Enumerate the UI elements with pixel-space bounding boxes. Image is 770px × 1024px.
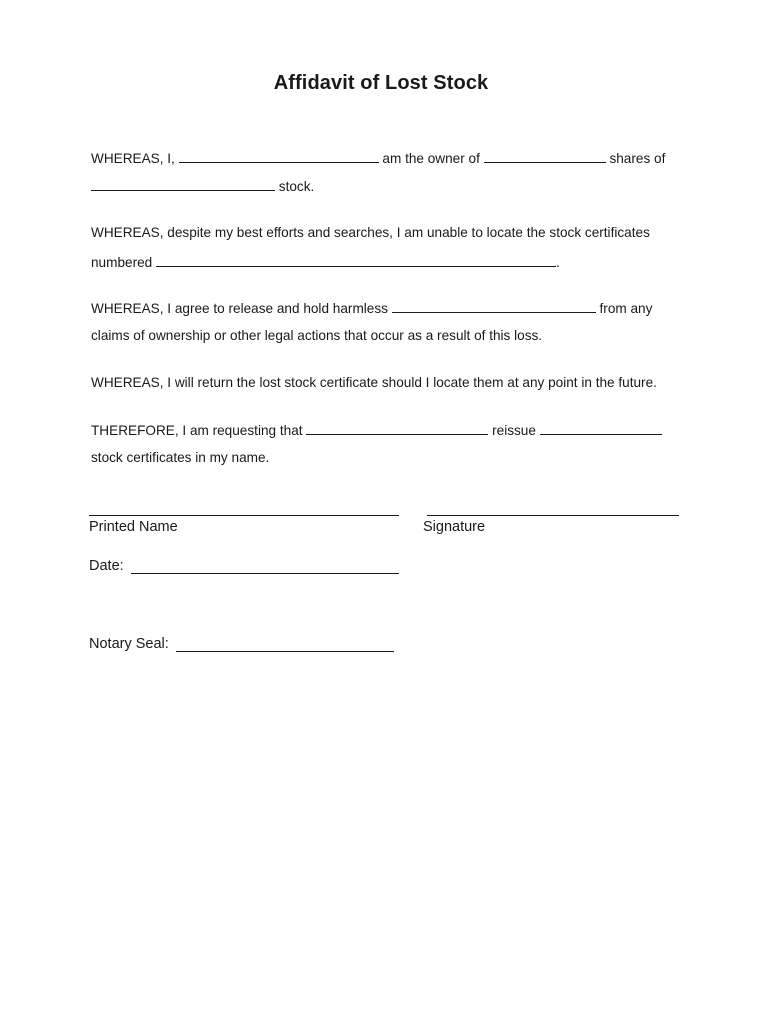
released-party-blank[interactable]	[392, 300, 596, 313]
release-text: WHEREAS, I agree to release and hold harmless	[91, 301, 388, 316]
paragraph-searches-line-2	[91, 254, 560, 271]
whereas-i-text: WHEREAS, I,	[91, 151, 175, 166]
paragraph-release-line-1	[91, 300, 652, 317]
certificate-numbers-blank[interactable]	[156, 254, 556, 267]
date-line[interactable]	[131, 573, 399, 574]
shares-of-text: shares of	[609, 151, 666, 166]
owner-of-text: am the owner of	[382, 151, 480, 166]
paragraph-owner-line-2	[91, 178, 314, 195]
numbered-text: numbered	[91, 255, 153, 270]
printed-name-line[interactable]	[89, 515, 399, 516]
reissue-text: reissue	[492, 423, 536, 438]
stock-text: stock.	[278, 179, 315, 194]
notary-seal-line[interactable]	[176, 651, 394, 652]
printed-name-label: Printed Name	[89, 519, 178, 535]
signature-label: Signature	[423, 519, 486, 535]
document-title: Affidavit of Lost Stock	[273, 72, 489, 94]
requesting-text: THEREFORE, I am requesting that	[91, 423, 303, 438]
signature-line[interactable]	[427, 515, 679, 516]
from-any-text: from any	[599, 301, 653, 316]
owner-name-blank[interactable]	[179, 150, 379, 163]
paragraph-request-line-2: stock certificates in my name.	[91, 450, 270, 465]
paragraph-return-line: WHEREAS, I will return the lost stock certificate should I locate them at any point in the future.	[91, 375, 657, 390]
company-name-blank[interactable]	[91, 178, 275, 191]
paragraph-owner-line-1	[91, 150, 665, 167]
notary-seal-label: Notary Seal:	[89, 636, 169, 652]
share-count-blank[interactable]	[484, 150, 606, 163]
paragraph-release-line-2: claims of ownership or other legal actions that occur as a result of this loss.	[91, 328, 543, 343]
paragraph-request-line-1	[91, 422, 662, 439]
date-label: Date:	[89, 558, 124, 574]
period-text: .	[556, 255, 560, 270]
company-request-blank[interactable]	[306, 422, 488, 435]
paragraph-searches-line-1: WHEREAS, despite my best efforts and searches, I am unable to locate the stock certificates	[91, 225, 650, 240]
reissue-count-blank[interactable]	[540, 422, 662, 435]
